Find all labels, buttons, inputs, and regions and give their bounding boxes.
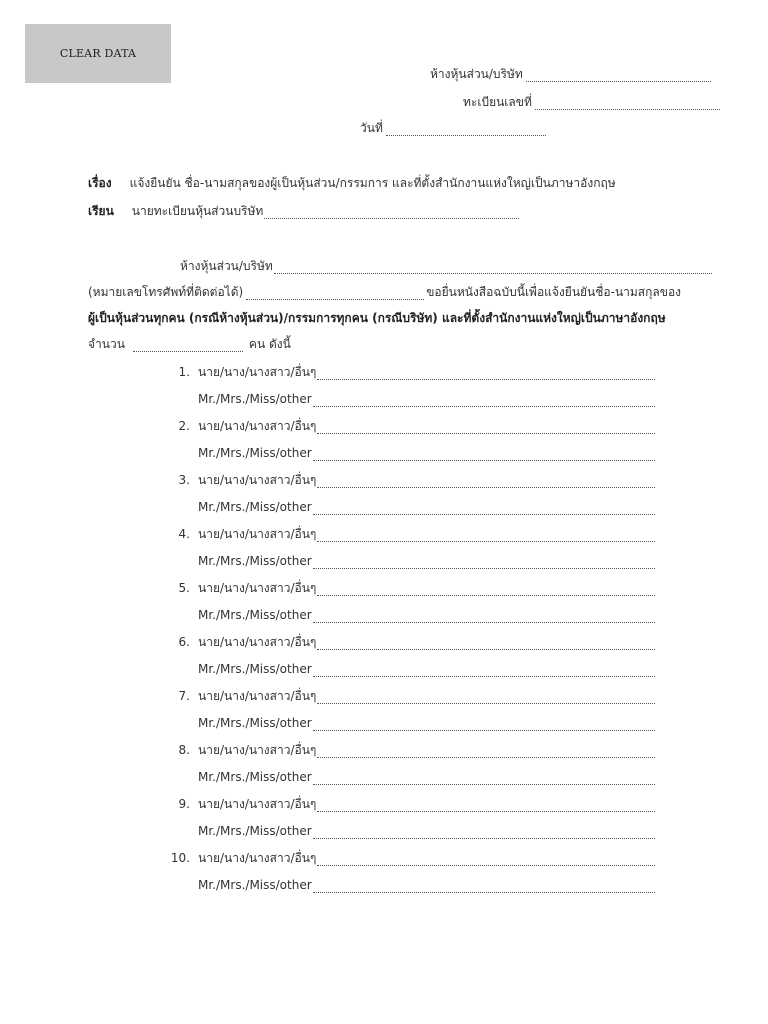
person-english-name-field[interactable] — [313, 394, 655, 407]
phone-label: (หมายเลขโทรศัพท์ที่ติดต่อได้) — [88, 285, 244, 299]
person-english-label: Mr./Mrs./Miss/other — [198, 662, 312, 676]
person-thai-name-field[interactable] — [317, 799, 655, 812]
person-english-name-field[interactable] — [313, 826, 655, 839]
header-date-field[interactable] — [386, 123, 546, 136]
subject-row — [88, 175, 616, 191]
body-company-field[interactable] — [274, 261, 712, 274]
person-number: 2. — [178, 419, 190, 433]
person-english-name-field[interactable] — [313, 772, 655, 785]
request-text: ขอยื่นหนังสือฉบับนี้เพื่อแจ้งยืนยันชื่อ-นามสกุลของ — [426, 285, 682, 299]
person-number: 6. — [178, 635, 190, 649]
person-row-thai — [160, 796, 655, 812]
person-row-thai — [160, 418, 655, 434]
person-row-english — [198, 877, 655, 893]
person-number: 5. — [178, 581, 190, 595]
person-row-english — [198, 607, 655, 623]
person-row-english — [198, 715, 655, 731]
subject-label: เรื่อง — [88, 176, 112, 190]
person-row-english — [198, 769, 655, 785]
person-thai-name-field[interactable] — [317, 529, 655, 542]
person-thai-label: นาย/นาง/นางสาว/อื่นๆ — [198, 419, 317, 433]
clear-data-button[interactable]: CLEAR DATA — [25, 24, 171, 83]
count-label: จำนวน — [88, 337, 125, 351]
to-text: นายทะเบียนหุ้นส่วนบริษัท — [131, 204, 264, 218]
person-row-english — [198, 661, 655, 677]
person-english-name-field[interactable] — [313, 664, 655, 677]
body-company-label: ห้างหุ้นส่วน/บริษัท — [180, 259, 273, 273]
header-reg-no-field[interactable] — [535, 97, 720, 110]
person-row-thai — [160, 526, 655, 542]
person-number: 8. — [178, 743, 190, 757]
person-english-name-field[interactable] — [313, 718, 655, 731]
person-english-label: Mr./Mrs./Miss/other — [198, 554, 312, 568]
person-row-english — [198, 823, 655, 839]
subject-text: แจ้งยืนยัน ชื่อ-นามสกุลของผู้เป็นหุ้นส่วน/กรรมการ และที่ตั้งสำนักงานแห่งใหญ่เป็นภาษาอังกฤษ — [129, 176, 616, 190]
phone-row — [88, 284, 681, 300]
person-row-english — [198, 499, 655, 515]
person-english-name-field[interactable] — [313, 448, 655, 461]
person-thai-label: นาย/นาง/นางสาว/อื่นๆ — [198, 797, 317, 811]
person-english-name-field[interactable] — [313, 880, 655, 893]
person-thai-label: นาย/นาง/นางสาว/อื่นๆ — [198, 527, 317, 541]
count-suffix: คน ดังนี้ — [248, 337, 291, 351]
header-reg-no-label: ทะเบียนเลขที่ — [463, 95, 532, 109]
person-row-thai — [160, 634, 655, 650]
phone-field[interactable] — [246, 287, 424, 300]
person-english-label: Mr./Mrs./Miss/other — [198, 878, 312, 892]
person-row-english — [198, 445, 655, 461]
person-thai-label: นาย/นาง/นางสาว/อื่นๆ — [198, 689, 317, 703]
to-label: เรียน — [88, 204, 114, 218]
person-english-label: Mr./Mrs./Miss/other — [198, 608, 312, 622]
person-english-label: Mr./Mrs./Miss/other — [198, 446, 312, 460]
person-row-english — [198, 553, 655, 569]
person-thai-name-field[interactable] — [317, 853, 655, 866]
person-row-english — [198, 391, 655, 407]
person-thai-name-field[interactable] — [317, 691, 655, 704]
person-thai-label: นาย/นาง/นางสาว/อื่นๆ — [198, 581, 317, 595]
person-english-label: Mr./Mrs./Miss/other — [198, 716, 312, 730]
person-row-thai — [160, 364, 655, 380]
header-company-row — [430, 66, 711, 82]
count-field[interactable] — [133, 339, 243, 352]
person-thai-label: นาย/นาง/นางสาว/อื่นๆ — [198, 743, 317, 757]
header-company-label: ห้างหุ้นส่วน/บริษัท — [430, 67, 523, 81]
person-thai-name-field[interactable] — [317, 745, 655, 758]
person-english-label: Mr./Mrs./Miss/other — [198, 824, 312, 838]
person-number: 1. — [178, 365, 190, 379]
person-row-thai — [160, 850, 655, 866]
person-row-thai — [160, 688, 655, 704]
person-thai-name-field[interactable] — [317, 367, 655, 380]
person-number: 9. — [178, 797, 190, 811]
person-number: 10. — [170, 851, 190, 865]
person-thai-label: นาย/นาง/นางสาว/อื่นๆ — [198, 635, 317, 649]
person-english-name-field[interactable] — [313, 556, 655, 569]
body-company-row — [180, 258, 712, 274]
person-thai-name-field[interactable] — [317, 475, 655, 488]
person-number: 3. — [178, 473, 190, 487]
person-number: 4. — [178, 527, 190, 541]
to-row — [88, 203, 519, 219]
header-date-label: วันที่ — [360, 121, 383, 135]
person-row-thai — [160, 580, 655, 596]
person-english-label: Mr./Mrs./Miss/other — [198, 500, 312, 514]
bold-line-row — [88, 310, 666, 326]
bold-line-text: ผู้เป็นหุ้นส่วนทุกคน (กรณีห้างหุ้นส่วน)/กรรมการทุกคน (กรณีบริษัท) และที่ตั้งสำนักงานแห่งใหญ่เป็นภาษาอังกฤษ — [88, 311, 666, 325]
person-thai-label: นาย/นาง/นางสาว/อื่นๆ — [198, 473, 317, 487]
person-row-thai — [160, 472, 655, 488]
to-field[interactable] — [264, 206, 519, 219]
person-thai-label: นาย/นาง/นางสาว/อื่นๆ — [198, 851, 317, 865]
header-company-field[interactable] — [526, 69, 711, 82]
person-english-label: Mr./Mrs./Miss/other — [198, 770, 312, 784]
person-english-label: Mr./Mrs./Miss/other — [198, 392, 312, 406]
person-thai-name-field[interactable] — [317, 583, 655, 596]
person-thai-name-field[interactable] — [317, 637, 655, 650]
count-row — [88, 336, 291, 352]
person-number: 7. — [178, 689, 190, 703]
header-reg-no-row — [463, 94, 720, 110]
person-english-name-field[interactable] — [313, 502, 655, 515]
header-date-row — [360, 120, 546, 136]
person-row-thai — [160, 742, 655, 758]
person-english-name-field[interactable] — [313, 610, 655, 623]
person-thai-name-field[interactable] — [317, 421, 655, 434]
person-thai-label: นาย/นาง/นางสาว/อื่นๆ — [198, 365, 317, 379]
